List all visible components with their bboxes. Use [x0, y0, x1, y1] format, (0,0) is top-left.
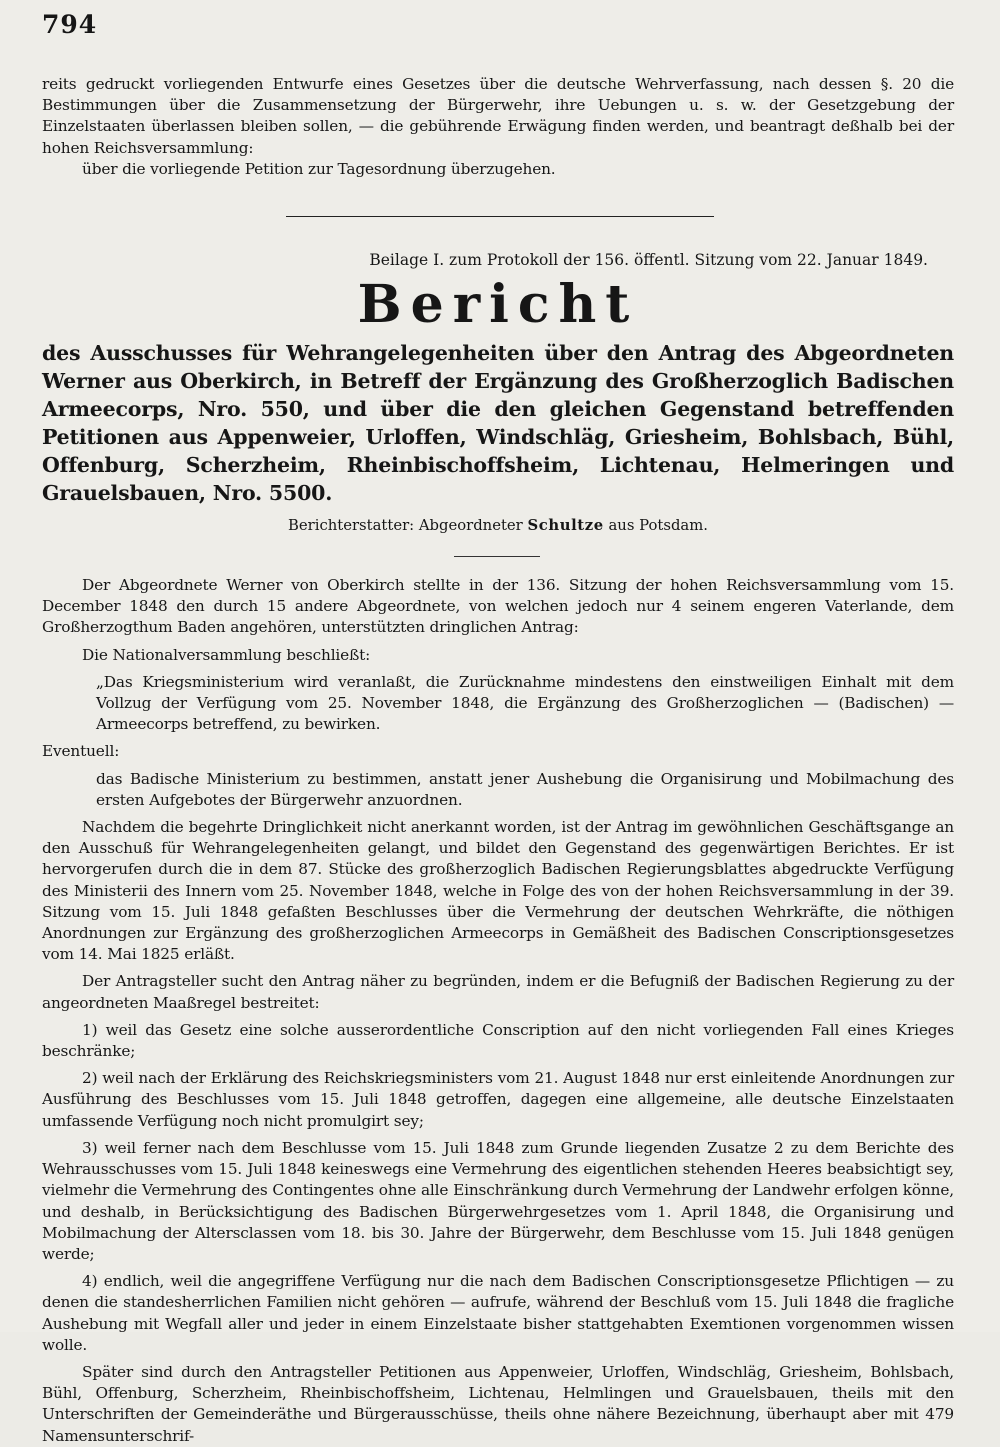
body-paragraph: Später sind durch den Antragsteller Petitionen aus Appenweier, Urloffen, Windschläg, Griesheim, Bohlsbach, Bühl, Offenburg, Scherzheim, Rheinbischoffsheim, Lichtenau, Helmlingen und Grauelsbauen, theils mit den Unterschriften der Gemeinderäthe und Bürgerausschüsse, theils ohne nähere Bezeichnung, überhaupt aber mit 479 Namensunterschrif-: [42, 1362, 954, 1445]
page-number: 794: [42, 10, 98, 39]
body-paragraph: Nachdem die begehrte Dringlichkeit nicht anerkannt worden, ist der Antrag im gewöhnlichen Geschäftsgange an den Ausschuß für Wehrangelegenheiten gelangt, und bildet den Gegenstand des gegenwärtigen Berichtes. Er ist hervorgerufen durch die in dem 87. Stücke des großherzoglich Badischen Regierungsblattes abgedruckte Verfügung des Ministerii des Innern vom 25. November 1848, welche in Folge des von der hohen Reichsversammlung in der 39. Sitzung vom 15. Juli 1848 gefaßten Beschlusses über die Vermehrung der deutschen Wehrkräfte, die nöthigen Anordnungen zur Ergänzung des großherzoglichen Armeecorps in Gemäßheit des Badischen Conscriptionsgesetzes vom 14. Mai 1825 erläßt.: [42, 818, 954, 964]
report-title: Bericht: [357, 274, 639, 336]
list-item: 2) weil nach der Erklärung des Reichskriegsministers vom 21. August 1848 nur erst einleitende Anordnungen zur Ausführung des Beschlusses vom 15. Juli 1848 getroffen, dagegen eine allgemeine, alle deutsche Einzelstaaten umfassende Verfügung noch nicht promulgirt sey;: [42, 1069, 954, 1130]
reporter-name: Schultze: [527, 517, 604, 535]
quoted-motion: „Das Kriegsministerium wird veranlaßt, die Zurücknahme mindestens den einstweiligen Einhalt mit dem Vollzug der Verfügung vom 25. November 1848, die Ergänzung des Großherzoglichen — (Badischen) — Armeecorps betreffend, zu bewirken.: [96, 672, 954, 734]
page-content: [42, 74, 954, 1447]
beilage-line: Beilage I. zum Protokoll der 156. öffentl. Sitzung vom 22. Januar 1849.: [369, 251, 928, 270]
title-divider: [454, 556, 540, 557]
body-paragraph: Die Nationalversammlung beschließt:: [82, 645, 371, 664]
reporter-suffix: aus Potsdam.: [608, 517, 708, 535]
list-item: 4) endlich, weil die angegriffene Verfügung nur die nach dem Badischen Conscriptionsgesetze Pflichtigen — zu denen die standesherrlichen Familien nicht gehören — aufrufe, während der Beschluß vom 15. Juli 1848 die fragliche Aushebung mit Wegfall aller und jeder in einem Einzelstaate bisher stattgehabten Exemtionen vorgenommen wissen wolle.: [42, 1272, 954, 1354]
section-divider: [286, 216, 714, 217]
top-paragraph: reits gedruckt vorliegenden Entwurfe eines Gesetzes über die deutsche Wehrverfassung, nach dessen §. 20 die Bestimmungen über die Zusammensetzung der Bürgerwehr, ihre Uebungen u. s. w. der Gesetzgebung der Einzelstaaten überlassen bleiben sollen, — die gebührende Erwägung finden werden, und beantragt deßhalb bei der hohen Reichsversammlung:: [42, 75, 954, 157]
list-item: 3) weil ferner nach dem Beschlusse vom 15. Juli 1848 zum Grunde liegenden Zusatze 2 zu dem Berichte des Wehrausschusses vom 15. Juli 1848 keineswegs eine Vermehrung des eigentlichen stehenden Heeres beabsichtigt sey, vielmehr die Vermehrung des Contingentes ohne alle Einschränkung durch Vermehrung der Landwehr erfolgen könne, und deshalb, in Berücksichtigung des Badischen Bürgerwehrgesetzes vom 1. April 1848, die Organisirung und Mobilmachung der Altersclassen vom 18. bis 30. Jahre der Bürgerwehr, dem Beschlusse vom 15. Juli 1848 genügen werde;: [42, 1138, 954, 1263]
list-item: 1) weil das Gesetz eine solche ausserordentliche Conscription auf den nicht vorliegenden Fall eines Krieges beschränke;: [42, 1020, 954, 1061]
body-paragraph: Der Antragsteller sucht den Antrag näher zu begründen, indem er die Befugniß der Badischen Regierung zu der angeordneten Maaßregel bestreitet:: [42, 972, 954, 1012]
report-subtitle: des Ausschusses für Wehrangelegenheiten über den Antrag des Abgeordneten Werner aus Oberkirch, in Betreff der Ergänzung des Großherzoglich Badischen Armeecorps, Nro. 550, und über die den gleichen Gegenstand betreffenden Petitionen aus Appenweier, Urloffen, Windschläg, Griesheim, Bohlsbach, Bühl, Offenburg, Scherzheim, Rheinbischoffsheim, Lichtenau, Helmeringen und Grauelsbauen, Nro. 5500.: [42, 341, 954, 506]
body-paragraph: Eventuell:: [42, 742, 120, 761]
top-motion: über die vorliegende Petition zur Tagesordnung überzugehen.: [82, 159, 556, 178]
body-paragraph: Der Abgeordnete Werner von Oberkirch stellte in der 136. Sitzung der hohen Reichsversammlung vom 15. December 1848 den durch 15 andere Abgeordnete, von welchen jedoch nur 4 seinem engeren Vaterlande, dem Großherzogthum Baden angehören, unterstützten dringlichen Antrag:: [42, 576, 954, 637]
reporter-prefix: Berichterstatter: Abgeordneter: [288, 517, 523, 535]
body-paragraph: das Badische Ministerium zu bestimmen, anstatt jener Aushebung die Organisirung und Mobilmachung des ersten Aufgebotes der Bürgerwehr anzuordnen.: [96, 769, 954, 809]
reporter-line: [42, 517, 954, 534]
